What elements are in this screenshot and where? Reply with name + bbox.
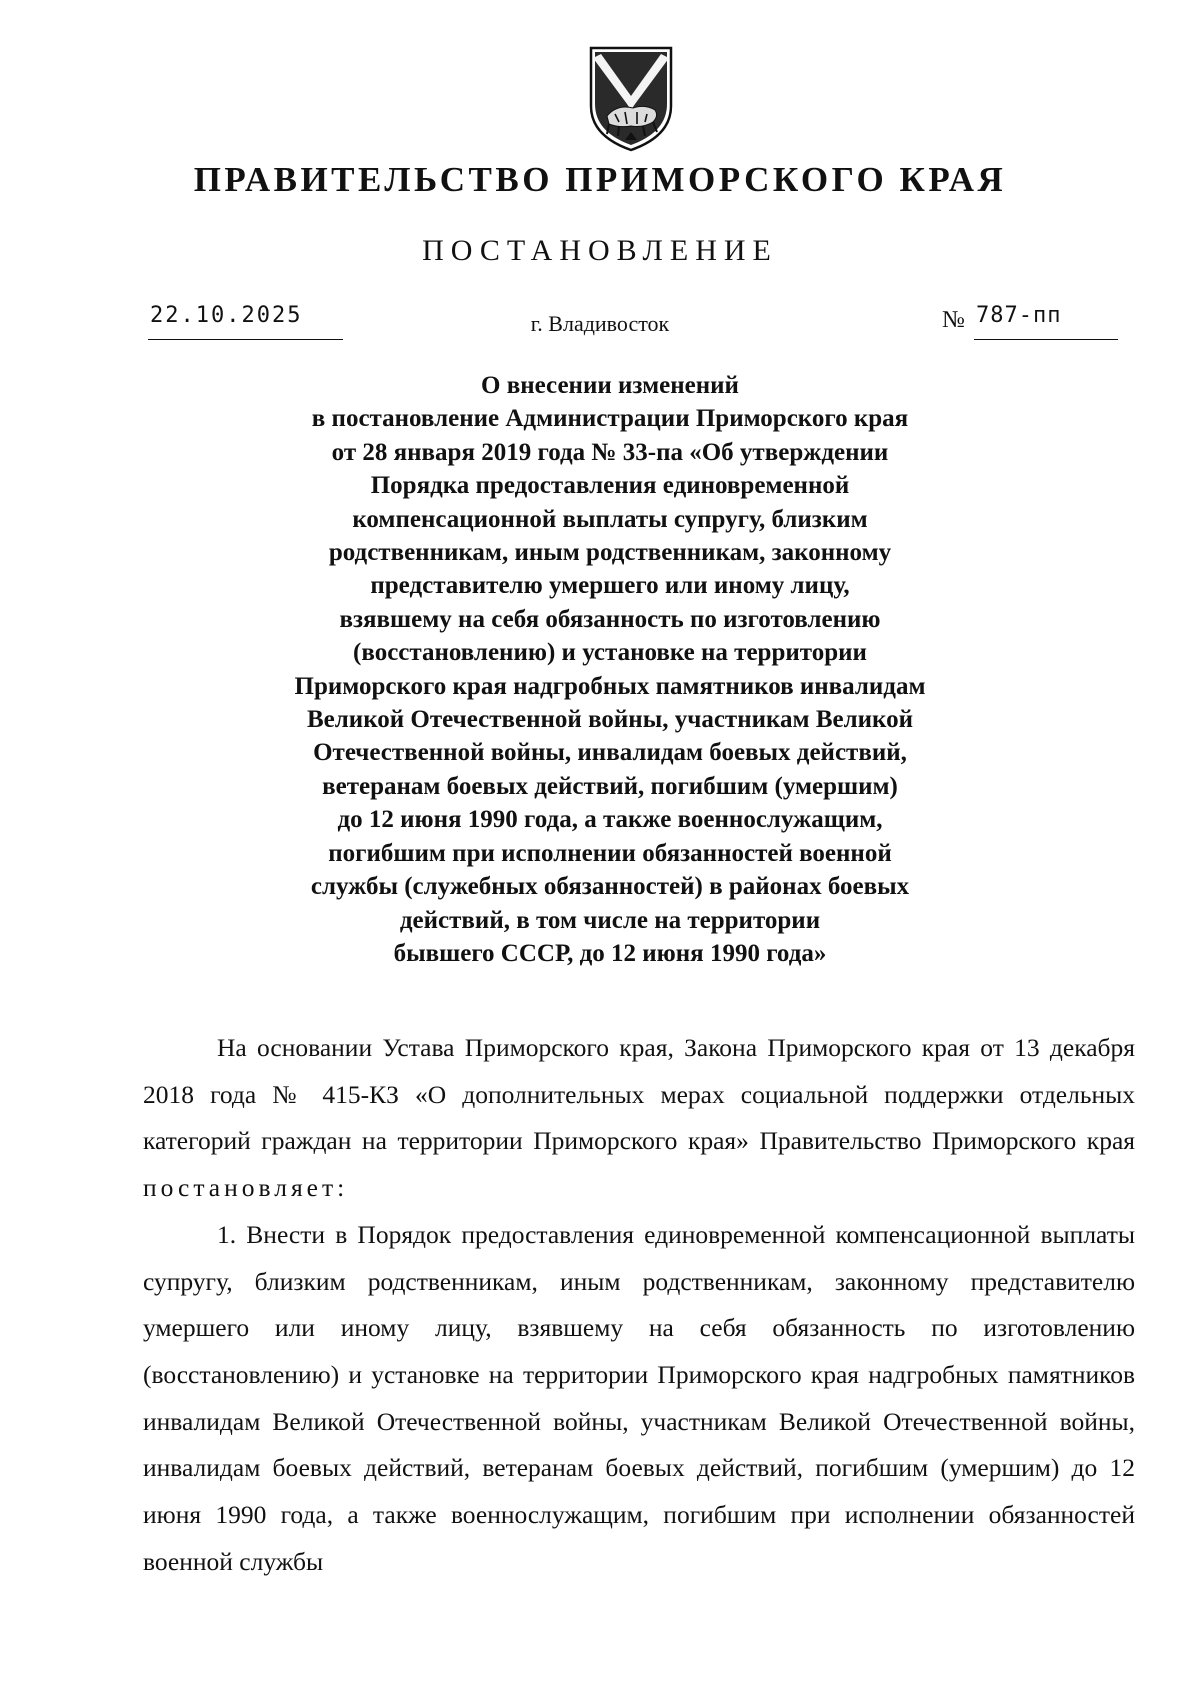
document-subject (150, 369, 1070, 970)
subject-line: до 12 июня 1990 года, а также военнослужащим, (337, 806, 883, 834)
subject-line: Великой Отечественной войны, участникам Великой (307, 706, 913, 734)
issue-city: г. Владивосток (530, 311, 670, 336)
number-sign: № (942, 307, 965, 333)
number-underline (974, 303, 1118, 340)
document-number-field (942, 303, 1118, 339)
coat-of-arms-emblem (585, 44, 677, 154)
document-date: 22.10.2025 (150, 303, 303, 328)
organization-title: ПРАВИТЕЛЬСТВО ПРИМОРСКОГО КРАЯ (193, 160, 1007, 199)
subject-line: ветеранам боевых действий, погибшим (умершим) (322, 772, 898, 800)
preamble-text: На основании Устава Приморского края, Закона Приморского края от 13 декабря 2018 года № 415-КЗ «О дополнительных мерах социальной поддержки отдельных категорий граждан на территории Приморского края» Правительство Приморского края (143, 1033, 1135, 1156)
subject-line: в постановление Администрации Приморского края (311, 405, 909, 433)
preamble-paragraph (143, 1025, 1135, 1212)
subject-line: Отечественной войны, инвалидам боевых действий, (313, 739, 907, 767)
subject-line: службы (служебных обязанностей) в районах боевых (310, 873, 910, 901)
subject-line: Порядка предоставления единовременной (370, 472, 850, 500)
subject-line: О внесении изменений (481, 372, 739, 399)
item-1-paragraph: 1. Внести в Порядок предоставления единовременной компенсационной выплаты супругу, близким родственникам, иным родственникам, законному представителю умершего или иному лицу, взявшему на себя обязанность по изготовлению (восстановлению) и установке на территории Приморского края надгробных памятников инвалидам Великой Отечественной войны, участникам Великой Отечественной войны, инвалидам боевых действий, ветеранам боевых действий, погибшим (умершим) до 12 июня 1990 года, а также военнослужащим, погибшим при исполнении обязанностей военной службы (143, 1219, 1135, 1576)
subject-line: погибшим при исполнении обязанностей военной (328, 839, 892, 867)
document-body (143, 1025, 1135, 1585)
subject-line: представителю умершего или иному лицу, (370, 572, 850, 600)
subject-line: компенсационной выплаты супругу, близким (352, 505, 868, 533)
document-number: 787-пп (976, 303, 1062, 328)
subject-line: (восстановлению) и установке на территории (353, 639, 867, 667)
subject-line: родственникам, иным родственникам, законному (328, 539, 892, 567)
subject-line: от 28 января 2019 года № 33-па «Об утверждении (331, 438, 889, 466)
subject-line: бывшего СССР, до 12 июня 1990 года» (393, 939, 827, 967)
subject-line: взявшему на себя обязанность по изготовлению (339, 605, 881, 633)
subject-line: действий, в том числе на территории (399, 906, 821, 934)
document-type: ПОСТАНОВЛЕНИЕ (422, 234, 778, 267)
subject-line: Приморского края надгробных памятников инвалидам (294, 672, 926, 700)
resolves-word: постановляет: (143, 1173, 349, 1203)
